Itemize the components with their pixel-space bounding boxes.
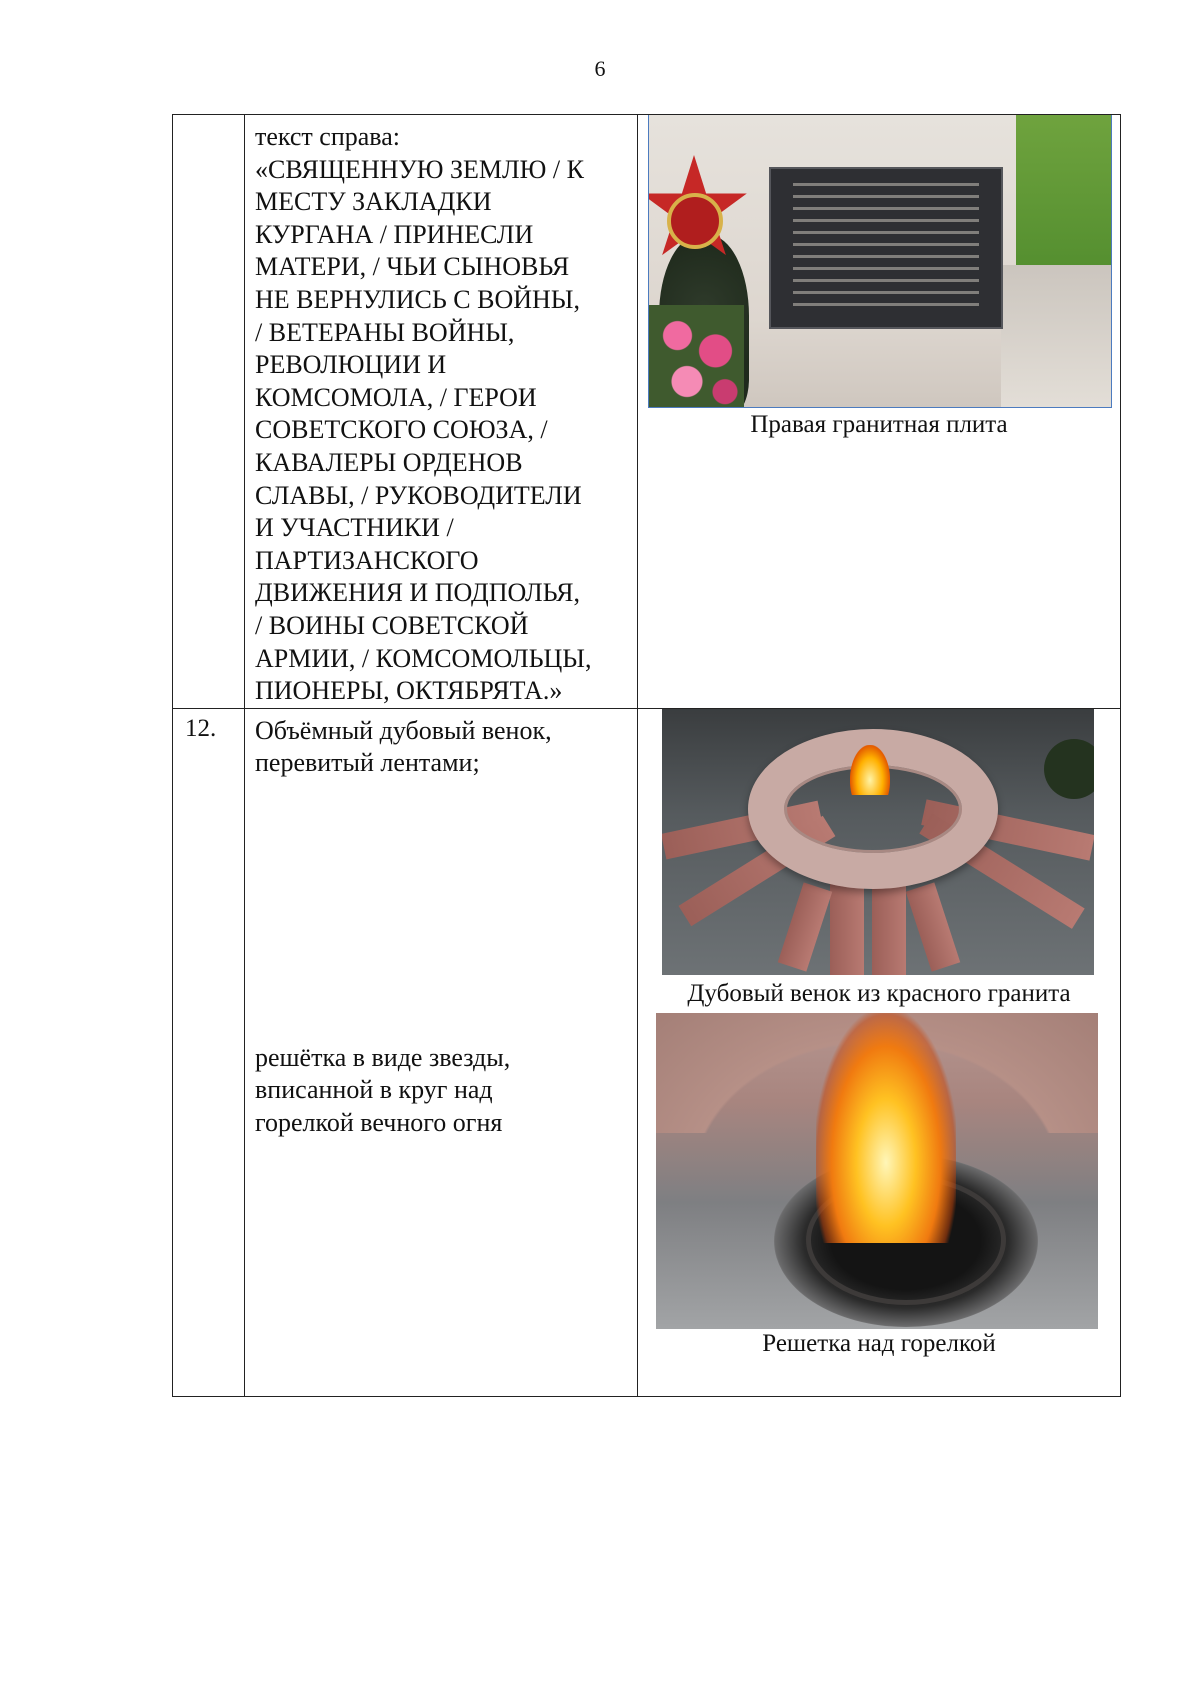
- row-description: [245, 115, 638, 709]
- oak-wreath-photo: [662, 709, 1094, 975]
- table-row: [173, 115, 1121, 709]
- text-line: / ВОИНЫ СОВЕТСКОЙ: [255, 610, 529, 640]
- text-line: МЕСТУ ЗАКЛАДКИ: [255, 187, 492, 217]
- text-line: РЕВОЛЮЦИИ И: [255, 350, 447, 380]
- photo-cell: [638, 115, 1121, 709]
- text-line: И УЧАСТНИКИ /: [255, 513, 454, 543]
- text-line: «СВЯЩЕННУЮ ЗЕМЛЮ / К: [255, 154, 584, 184]
- text-line: горелкой вечного огня: [255, 1108, 503, 1138]
- eternal-flame-grate-photo: [656, 1013, 1098, 1329]
- text-line: Объёмный дубовый венок,: [255, 715, 552, 745]
- row-number: [173, 115, 245, 709]
- text-line: НЕ ВЕРНУЛИСЬ С ВОЙНЫ,: [255, 284, 580, 314]
- text-line: СЛАВЫ, / РУКОВОДИТЕЛИ: [255, 480, 582, 510]
- text-line: текст справа:: [255, 122, 400, 151]
- text-line: ПИОНЕРЫ, ОКТЯБРЯТА.»: [255, 676, 563, 706]
- document-table: [172, 114, 1121, 1397]
- text-line: АРМИИ, / КОМСОМОЛЬЦЫ,: [255, 643, 592, 673]
- table-row: [173, 708, 1121, 1396]
- text-line: КАВАЛЕРЫ ОРДЕНОВ: [255, 447, 523, 477]
- page-number: 6: [594, 56, 606, 81]
- text-line: решётка в виде звезды,: [255, 1042, 511, 1072]
- photo-caption: Решетка над горелкой: [762, 1329, 996, 1357]
- text-line: КУРГАНА / ПРИНЕСЛИ: [255, 219, 534, 249]
- text-line: МАТЕРИ, / ЧЬИ СЫНОВЬЯ: [255, 252, 570, 282]
- photo-cell: [638, 708, 1121, 1396]
- text-line: СОВЕТСКОГО СОЮЗА, /: [255, 415, 548, 445]
- photo-caption: Дубовый венок из красного гранита: [687, 979, 1071, 1007]
- text-line: перевитый лентами;: [255, 748, 480, 778]
- text-line: ПАРТИЗАНСКОГО: [255, 545, 479, 575]
- granite-plaque-photo: [648, 115, 1112, 408]
- photo-caption: Правая гранитная плита: [750, 411, 1008, 438]
- row-description: [245, 708, 638, 1396]
- text-line: вписанной в круг над: [255, 1075, 493, 1105]
- row-number: 12.: [173, 708, 245, 1396]
- text-line: ДВИЖЕНИЯ И ПОДПОЛЬЯ,: [255, 578, 580, 608]
- text-line: / ВЕТЕРАНЫ ВОЙНЫ,: [255, 317, 515, 347]
- text-line: КОМСОМОЛА, / ГЕРОИ: [255, 382, 537, 412]
